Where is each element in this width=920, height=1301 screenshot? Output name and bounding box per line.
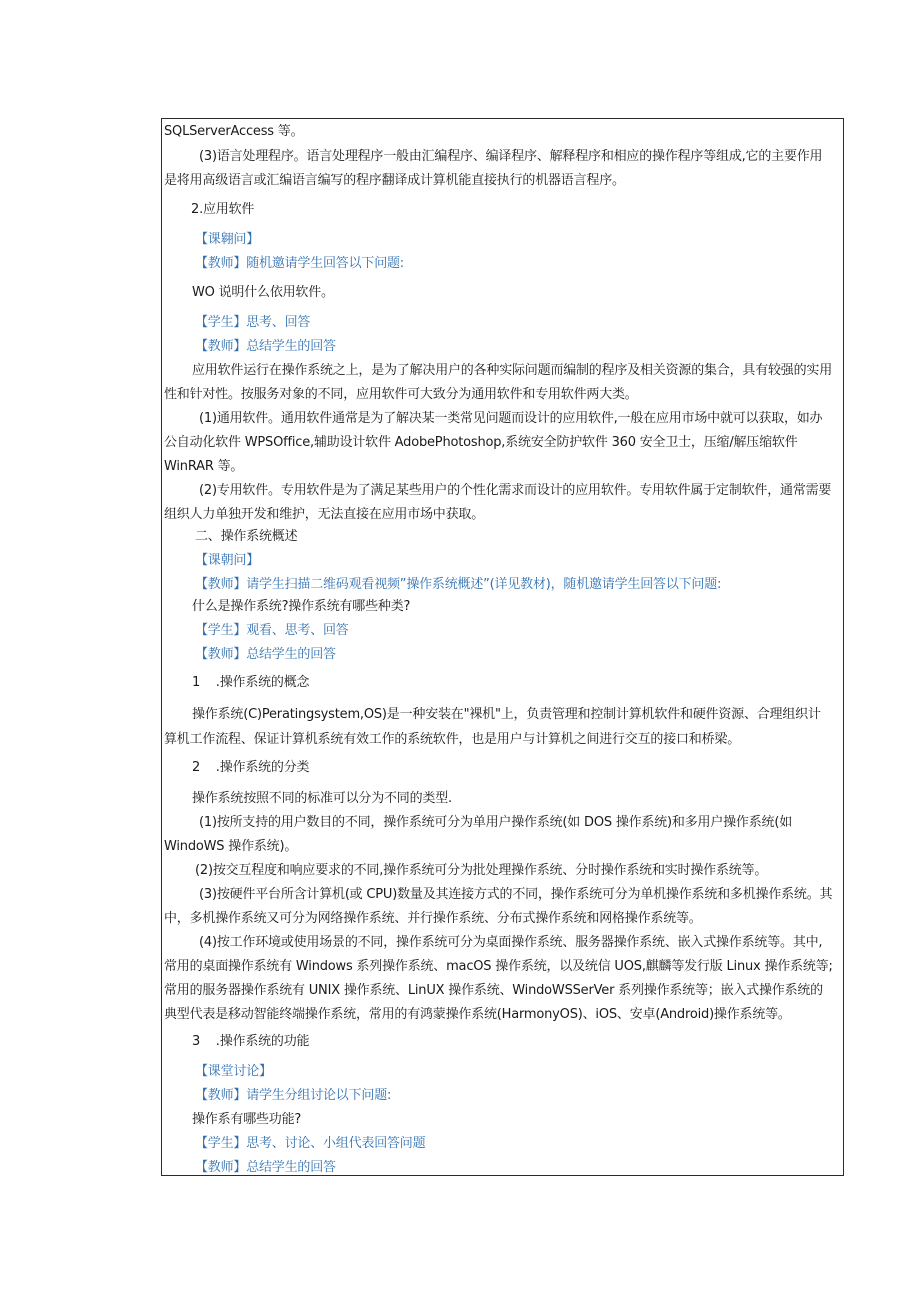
paragraph-classification-1: (1)按所支持的用户数目的不同，操作系统可分为单用户操作系统(如 DOS 操作系统)和多用户操作系统(如 xyxy=(199,815,792,830)
text-line: 公自动化软件 WPSOffice,辅助设计软件 AdobePhotoshop,系统安全防护软件 360 安全卫士，压缩/解压缩软件 xyxy=(164,435,798,450)
paragraph-classification-3: (3)按硬件平台所含计算机(或 CPU)数量及其连接方式的不同，操作系统可分为单机操作系统和多机操作系统。其 xyxy=(199,887,833,902)
label-teacher: 【教师】总结学生的回答 xyxy=(195,1160,336,1175)
text-line: WinRAR 等。 xyxy=(164,459,244,474)
subheading-os-concept: 1 .操作系统的概念 xyxy=(192,675,310,690)
label-teacher: 【教师】总结学生的回答 xyxy=(195,339,336,354)
label-class-question: 【课朝问】 xyxy=(195,553,260,568)
paragraph-classification-2: (2)按交互程度和响应要求的不同,操作系统可分为批处理操作系统、分时操作系统和实时操作系统等。 xyxy=(195,863,768,878)
text-line: 常用的桌面操作系统有 Windows 系列操作系统、macOS 操作系统，以及统信 UOS,麒麟等发行版 Linux 操作系统等; xyxy=(164,959,833,974)
paragraph-language-processors: (3)语言处理程序。语言处理程序一般由汇编程序、编译程序、解释程序和相应的操作程序等组成,它的主要作用 xyxy=(199,149,823,164)
question-text: 什么是操作系统?操作系统有哪些种类? xyxy=(192,599,411,614)
label-teacher: 【教师】请学生扫描二维码观看视频”操作系统概述”(详见教材)，随机邀请学生回答以下问题: xyxy=(195,577,722,592)
question-text: WO 说明什么依用软件。 xyxy=(192,285,334,300)
label-student: 【学生】思考、讨论、小组代表回答问题 xyxy=(195,1136,426,1151)
label-student: 【学生】思考、回答 xyxy=(195,315,311,330)
subheading-os-classification: 2 .操作系统的分类 xyxy=(192,760,310,775)
section-heading-application-software: 2.应用软件 xyxy=(191,202,255,217)
paragraph-general-software: (1)通用软件。通用软件通常是为了解决某一类常见问题而设计的应用软件,一般在应用市场中就可以获取，如办 xyxy=(199,411,823,426)
label-teacher: 【教师】请学生分组讨论以下问题: xyxy=(195,1088,392,1103)
label-student: 【学生】观看、思考、回答 xyxy=(195,623,349,638)
text-line: 常用的服务器操作系统有 UNIX 操作系统、LinUX 操作系统、WindoWSSerVer 系列操作系统等；嵌入式操作系统的 xyxy=(164,983,823,998)
paragraph-application-software: 应用软件运行在操作系统之上，是为了解决用户的各种实际问题而编制的程序及相关资源的集合，具有较强的实用 xyxy=(192,363,833,378)
text-line: 组织人力单独开发和维护，无法直接在应用市场中获取。 xyxy=(164,507,485,522)
text-line: 中，多机操作系统又可分为网络操作系统、并行操作系统、分布式操作系统和网格操作系统等。 xyxy=(164,911,702,926)
text-line: 算机工作流程、保证计算机系统有效工作的系统软件，也是用户与计算机之间进行交互的接口和桥梁。 xyxy=(164,732,741,747)
paragraph-os-definition: 操作系统(C)Peratingsystem,OS)是一种安装在"裸机"上，负责管理和控制计算机软件和硬件资源、合理组织计 xyxy=(192,707,821,722)
label-class-discussion: 【课堂讨论】 xyxy=(195,1064,272,1079)
text-line: 典型代表是移动智能终端操作系统，常用的有鸿蒙操作系统(HarmonyOS)、iOS、安卓(Android)操作系统等。 xyxy=(164,1007,791,1022)
section-heading-os-overview: 二、操作系统概述 xyxy=(195,529,298,544)
text-line: 是将用高级语言或汇编语言编写的程序翻译成计算机能直接执行的机器语言程序。 xyxy=(164,173,625,188)
text-line: 性和针对性。按服务对象的不同，应用软件可大致分为通用软件和专用软件两大类。 xyxy=(164,387,638,402)
subheading-os-functions: 3 .操作系统的功能 xyxy=(192,1034,310,1049)
label-teacher: 【教师】总结学生的回答 xyxy=(195,647,336,662)
label-class-question: 【课翱问】 xyxy=(195,232,260,247)
text-line: WindoWS 操作系统)。 xyxy=(164,839,298,854)
label-teacher: 【教师】随机邀请学生回答以下问题: xyxy=(195,256,404,271)
question-text: 操作系有哪些功能? xyxy=(192,1112,302,1127)
paragraph-classification-4: (4)按工作环境或使用场景的不同，操作系统可分为桌面操作系统、服务器操作系统、嵌入式操作系统等。其中, xyxy=(199,935,823,950)
text-line: SQLServerAccess 等。 xyxy=(164,124,304,139)
paragraph-special-software: (2)专用软件。专用软件是为了满足某些用户的个性化需求而设计的应用软件。专用软件属于定制软件，通常需要 xyxy=(199,483,832,498)
text-line: 操作系统按照不同的标准可以分为不同的类型. xyxy=(192,791,452,806)
